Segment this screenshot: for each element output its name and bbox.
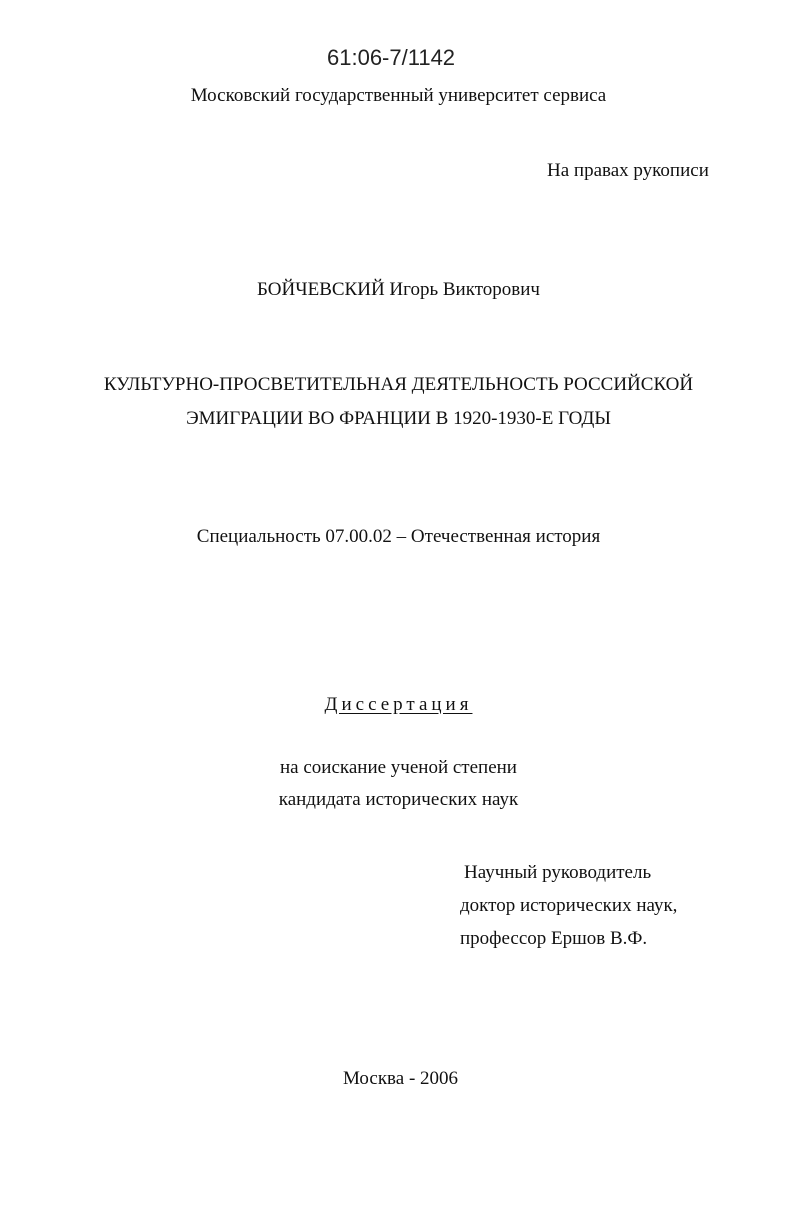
supervisor-role: Научный руководитель — [464, 862, 652, 883]
supervisor-degree: доктор исторических наук, — [460, 895, 678, 916]
supervisor-name: профессор Ершов В.Ф. — [460, 928, 648, 949]
title-line-2: ЭМИГРАЦИИ ВО ФРАНЦИИ В 1920-1930-Е ГОДЫ — [186, 408, 611, 429]
dissertation-title — [0, 368, 797, 436]
specialty-line: Специальность 07.00.02 – Отечественная история — [196, 526, 601, 547]
city-year: Москва - 2006 — [343, 1068, 459, 1089]
manuscript-note: На правах рукописи — [547, 160, 709, 181]
degree-statement — [0, 752, 797, 816]
degree-line-2: кандидата исторических наук — [278, 789, 519, 810]
degree-line-1: на соискание ученой степени — [280, 757, 517, 778]
title-line-1: КУЛЬТУРНО-ПРОСВЕТИТЕЛЬНАЯ ДЕЯТЕЛЬНОСТЬ РОССИЙСКОЙ — [103, 374, 694, 395]
supervisor-block — [460, 856, 677, 955]
university-name: Московский государственный университет сервиса — [190, 85, 607, 106]
archive-stamp-code: 61:06-7/1142 — [327, 45, 456, 70]
author-name: БОЙЧЕВСКИЙ Игорь Викторович — [257, 279, 540, 300]
work-type-heading: Диссертация — [324, 694, 473, 715]
